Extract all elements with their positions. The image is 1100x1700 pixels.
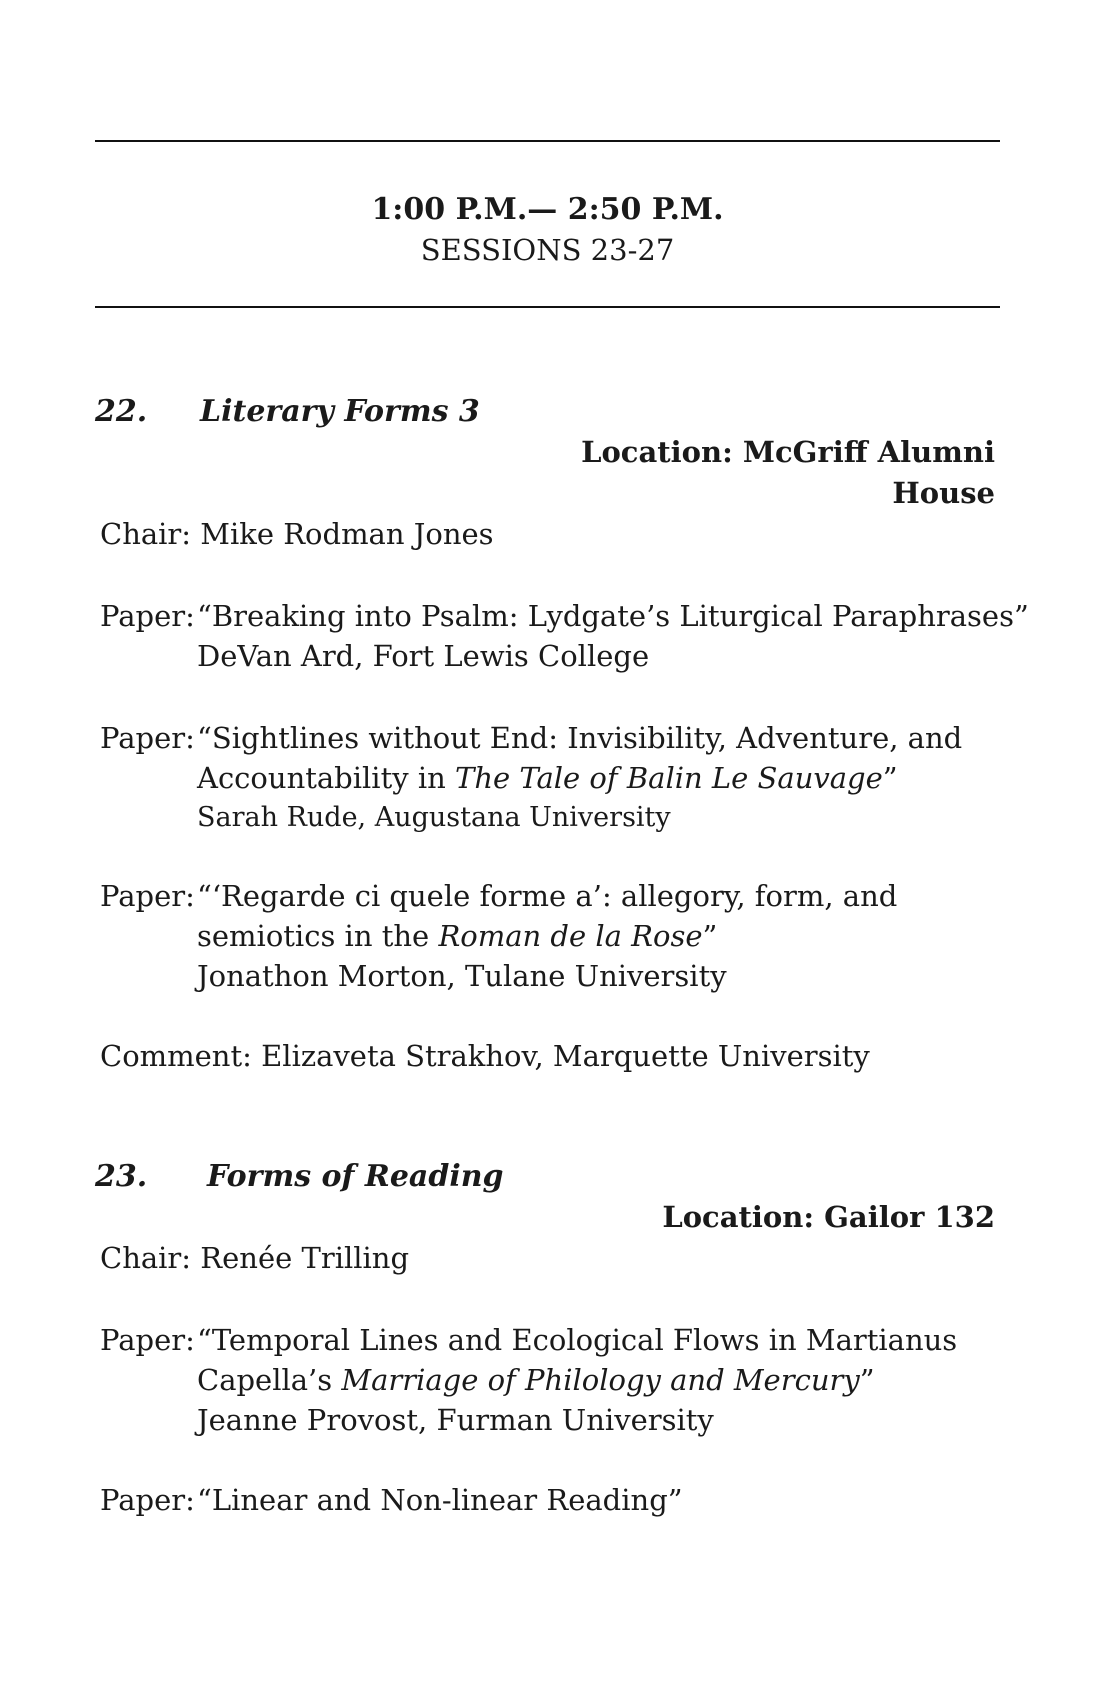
paper-title-cont: Capella’s Marriage of Philology and Mercury” <box>197 1363 875 1397</box>
paper-label: Paper: <box>100 879 195 913</box>
work-title: Roman de la Rose <box>438 919 703 953</box>
bottom-rule <box>95 306 1000 308</box>
session-chair: Chair: Mike Rodman Jones <box>100 517 494 551</box>
top-rule <box>95 140 1000 142</box>
paper-author: DeVan Ard, Fort Lewis College <box>197 639 650 673</box>
session-comment: Comment: Elizaveta Strakhov, Marquette University <box>100 1039 870 1073</box>
sessions-range: SESSIONS 23-27 <box>420 233 675 267</box>
paper-label: Paper: <box>100 721 195 755</box>
paper-title: “Linear and Non-linear Reading” <box>197 1483 683 1517</box>
location-line: Location: McGriff Alumni <box>581 435 995 469</box>
paper-author: Jeanne Provost, Furman University <box>197 1403 714 1437</box>
session-number: 22. <box>95 394 148 429</box>
paper-author: Jonathon Morton, Tulane University <box>197 959 727 993</box>
paper-label: Paper: <box>100 1323 195 1357</box>
session-title: Forms of Reading <box>207 1159 504 1194</box>
paper-author: Sarah Rude, Augustana University <box>197 802 671 833</box>
paper-title: “‘Regarde ci quele forme a’: allegory, form, and <box>197 879 898 913</box>
session-chair: Chair: Renée Trilling <box>100 1241 410 1275</box>
paper-title: “Sightlines without End: Invisibility, Adventure, and <box>197 721 963 755</box>
time-header <box>95 190 1000 270</box>
work-title: Marriage of Philology and Mercury <box>341 1363 860 1397</box>
paper-title-cont: semiotics in the Roman de la Rose” <box>197 919 718 953</box>
paper-title: “Temporal Lines and Ecological Flows in Martianus <box>197 1323 958 1357</box>
location-line: House <box>892 476 995 510</box>
session-location <box>581 432 995 514</box>
session-location <box>662 1197 995 1238</box>
paper-label: Paper: <box>100 599 195 633</box>
paper-title: “Breaking into Psalm: Lydgate’s Liturgical Paraphrases” <box>197 599 1029 633</box>
time-range: 1:00 P.M.— 2:50 P.M. <box>371 192 724 227</box>
session-number: 23. <box>95 1159 148 1194</box>
paper-label: Paper: <box>100 1483 195 1517</box>
work-title: The Tale of Balin Le Sauvage <box>455 761 883 795</box>
paper-title-cont: Accountability in The Tale of Balin Le Sauvage” <box>197 761 898 795</box>
location-line: Location: Gailor 132 <box>662 1200 995 1234</box>
session-title: Literary Forms 3 <box>200 394 480 429</box>
